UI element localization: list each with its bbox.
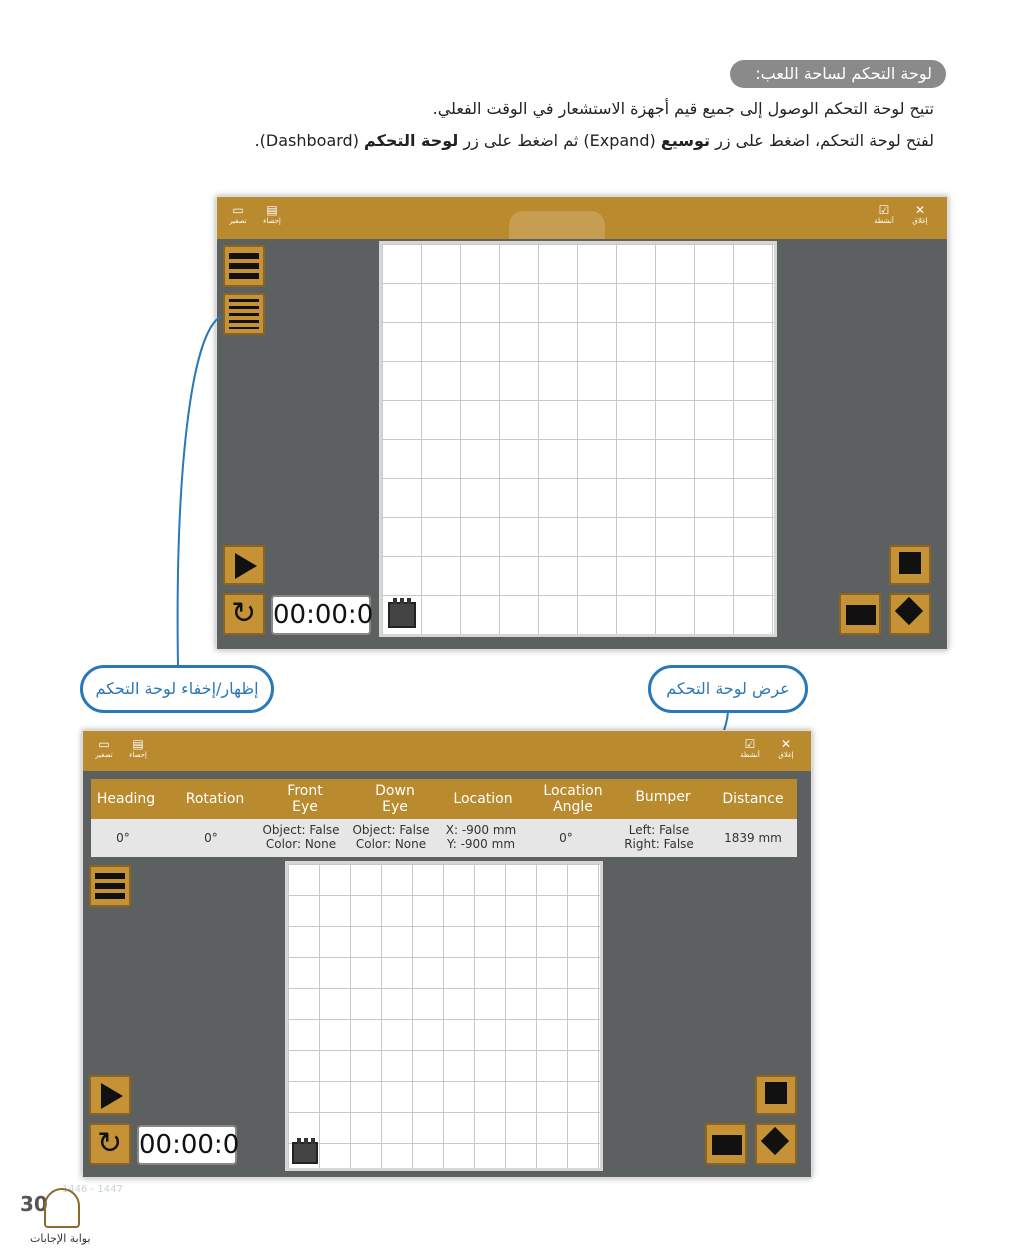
close-icon: ✕	[780, 737, 792, 751]
close-label: إغلاق	[912, 217, 928, 225]
h-down-2: Eye	[382, 799, 408, 815]
stats-label-2: إحصاء	[129, 751, 147, 759]
value-bumper	[617, 823, 701, 851]
close-button-2[interactable]	[771, 731, 801, 760]
minimize-label: تصغير	[229, 217, 247, 225]
h-front-2: Eye	[292, 799, 318, 815]
stats-button-2[interactable]	[123, 731, 153, 760]
top-toolbar-2	[83, 731, 811, 771]
paragraph-1: تتيح لوحة التحكم الوصول إلى جميع قيم أجهزة الاستشعار في الوقت الفعلي.	[432, 99, 934, 118]
header-front-eye	[263, 783, 347, 815]
v-down-2: Color: None	[355, 837, 427, 851]
3d-camera-button-2[interactable]	[755, 1123, 797, 1165]
monitor-icon	[765, 1082, 787, 1104]
p2-c: (Expand) ثم اضغط على زر	[458, 131, 661, 150]
reset-icon: ↻	[97, 1126, 123, 1161]
hamburger-icon	[95, 873, 125, 899]
camera-angle-icon	[761, 1127, 789, 1155]
robot-icon	[292, 1142, 318, 1164]
site-logo-icon	[44, 1188, 80, 1228]
watermark-year: 1446 - 1447	[62, 1184, 123, 1195]
value-distance: 1839 mm	[724, 831, 782, 845]
activities-label-2: أنشطة	[740, 751, 760, 759]
timer-display: 00:00:0	[271, 595, 371, 635]
h-down-1: Down	[375, 783, 415, 799]
value-rotation: 0°	[204, 831, 218, 845]
h-locangle-1: Location	[543, 783, 603, 799]
stats-icon: ▤	[266, 203, 278, 217]
value-heading: 0°	[116, 831, 130, 845]
timer-display-2: 00:00:0	[137, 1125, 237, 1165]
header-location-angle	[531, 783, 615, 815]
header-down-eye	[353, 783, 437, 815]
section-heading: لوحة التحكم لساحة اللعب:	[730, 60, 946, 88]
value-location-angle: 0°	[559, 831, 573, 845]
h-locangle-2: Angle	[553, 799, 593, 815]
reset-icon: ↻	[231, 596, 257, 631]
close-icon: ✕	[914, 203, 926, 217]
play-icon	[101, 1083, 123, 1109]
stats-label: إحصاء	[263, 217, 281, 225]
minimize-label-2: تصغير	[95, 751, 113, 759]
callout-view-dashboard: عرض لوحة التحكم	[648, 665, 808, 713]
close-label-2: إغلاق	[778, 751, 794, 759]
v-front-1: Object: False	[262, 823, 340, 837]
v-down-1: Object: False	[352, 823, 430, 837]
header-rotation: Rotation	[185, 791, 245, 807]
video-camera-button-2[interactable]	[705, 1123, 747, 1165]
site-logo-text: بوابة الإجابات	[30, 1232, 91, 1245]
video-camera-icon	[712, 1135, 742, 1155]
checkbox-icon: ☑	[878, 203, 890, 217]
value-down-eye	[347, 823, 435, 851]
checkbox-icon: ☑	[744, 737, 756, 751]
playground-grid-2	[285, 861, 603, 1171]
h-front-1: Front	[287, 783, 323, 799]
v-bump-1: Left: False	[628, 823, 690, 837]
header-bumper: Bumper	[635, 789, 691, 805]
header-location: Location	[453, 791, 513, 807]
value-location	[439, 823, 523, 851]
reset-button-2[interactable]	[89, 1123, 131, 1165]
value-front-eye	[257, 823, 345, 851]
v-bump-2: Right: False	[624, 837, 694, 851]
page-number: 30	[20, 1192, 48, 1216]
playground-window-2	[82, 730, 812, 1178]
v-loc-1: X: -900 mm	[445, 823, 517, 837]
p2-dashboard: لوحة التحكم	[364, 131, 459, 150]
v-front-2: Color: None	[265, 837, 337, 851]
stats-icon: ▤	[132, 737, 144, 751]
window-icon: ▭	[232, 203, 244, 217]
activities-button-2[interactable]	[735, 731, 765, 760]
connector-toggle	[178, 316, 222, 666]
callout-toggle-dashboard: إظهار/إخفاء لوحة التحكم	[80, 665, 274, 713]
dashboard-values	[91, 819, 797, 857]
header-heading: Heading	[96, 791, 156, 807]
camera-view-button-2[interactable]	[755, 1075, 797, 1115]
header-distance: Distance	[722, 791, 784, 807]
p2-e: (Dashboard).	[254, 131, 365, 150]
activities-label: أنشطة	[874, 217, 894, 225]
minimize-button-2[interactable]	[89, 731, 119, 760]
window-icon: ▭	[98, 737, 110, 751]
v-loc-2: Y: -900 mm	[446, 837, 516, 851]
menu-button-2[interactable]	[89, 865, 131, 907]
p2-expand: توسيع	[660, 131, 711, 150]
p2-a: لفتح لوحة التحكم، اضغط على زر	[710, 131, 934, 150]
dashboard-header	[91, 779, 797, 819]
play-button-2[interactable]	[89, 1075, 131, 1115]
